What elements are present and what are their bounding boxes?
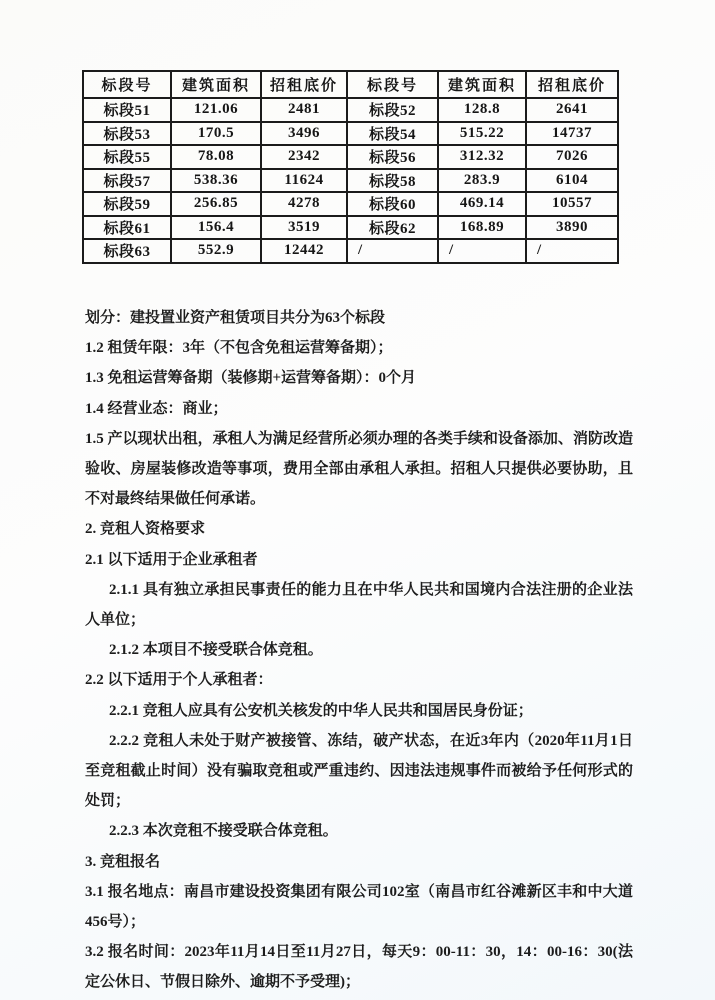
table-cell: 标段59 xyxy=(83,192,171,216)
table-header-row xyxy=(83,71,618,98)
paragraph: 1.5 产以现状出租，承租人为满足经营所必须办理的各类手续和设备添加、消防改造验收、房屋装修改造等事项，费用全部由承租人承担。招租人只提供必要协助，且不对最终结果做任何承诺。 xyxy=(85,430,633,508)
table-cell: 12442 xyxy=(261,239,347,263)
table-cell: 538.36 xyxy=(171,169,261,193)
table-cell: 标段58 xyxy=(347,169,438,193)
table-cell: 168.89 xyxy=(438,216,526,240)
table-cell: / xyxy=(526,239,618,263)
table-cell: 128.8 xyxy=(438,98,526,122)
table-cell: 552.9 xyxy=(171,239,261,263)
table-cell: 3890 xyxy=(526,216,618,240)
paragraph: 2.2.3 本次竞租不接受联合体竞租。 xyxy=(109,823,338,840)
table-cell: / xyxy=(347,239,438,263)
table-cell: 4278 xyxy=(261,192,347,216)
table-cell: 11624 xyxy=(261,169,347,193)
table-cell: 标段63 xyxy=(83,239,171,263)
column-header: 建筑面积 xyxy=(438,71,526,98)
table-row xyxy=(83,98,618,122)
table-cell: 469.14 xyxy=(438,192,526,216)
table-cell: 14737 xyxy=(526,122,618,146)
table-cell: 121.06 xyxy=(171,98,261,122)
table-row xyxy=(83,192,618,216)
table-cell: 312.32 xyxy=(438,145,526,169)
bid-sections-table xyxy=(82,70,619,264)
table-cell: 2342 xyxy=(261,145,347,169)
paragraph: 1.4 经营业态：商业； xyxy=(85,400,228,417)
table-cell: 3496 xyxy=(261,122,347,146)
table-cell: 78.08 xyxy=(171,145,261,169)
table-cell: 10557 xyxy=(526,192,618,216)
paragraph: 2.2.2 竞租人未处于财产被接管、冻结，破产状态，在近3年内（2020年11月1日至竞租截止时间）没有骗取竞租或严重违约、因违法违规事件而被给予任何形式的处罚； xyxy=(85,732,633,810)
paragraph: 3. 竞租报名 xyxy=(85,853,161,870)
table-cell: 标段62 xyxy=(347,216,438,240)
table-cell: / xyxy=(438,239,526,263)
table-cell: 7026 xyxy=(526,145,618,169)
column-header: 标段号 xyxy=(83,71,171,98)
table-body xyxy=(83,98,618,263)
table-cell: 标段57 xyxy=(83,169,171,193)
table-row xyxy=(83,216,618,240)
table-cell: 标段52 xyxy=(347,98,438,122)
paragraph: 划分：建投置业资产租赁项目共分为63个标段 xyxy=(85,310,386,326)
table-row xyxy=(83,145,618,169)
table-row xyxy=(83,122,618,146)
table-cell: 6104 xyxy=(526,169,618,193)
paragraph: 3.1 报名地点：南昌市建设投资集团有限公司102室（南昌市红谷滩新区丰和中大道456号）； xyxy=(85,883,633,931)
column-header: 建筑面积 xyxy=(171,71,261,98)
table-cell: 标段55 xyxy=(83,145,171,169)
table-row xyxy=(83,169,618,193)
paragraph: 2. 竞租人资格要求 xyxy=(85,521,206,538)
table-cell: 515.22 xyxy=(438,122,526,146)
table-cell: 标段61 xyxy=(83,216,171,240)
paragraph: 1.2 租赁年限：3年（不包含免租运营筹备期）； xyxy=(85,340,393,357)
table-row xyxy=(83,239,618,263)
paragraph: 1.3 免租运营筹备期（装修期+运营筹备期）：0个月 xyxy=(85,370,417,387)
table-cell: 标段56 xyxy=(347,145,438,169)
table-cell: 283.9 xyxy=(438,169,526,193)
column-header: 招租底价 xyxy=(526,71,618,98)
document-body xyxy=(85,303,633,998)
paragraph: 2.2 以下适用于个人承租者： xyxy=(85,672,273,689)
table-cell: 2641 xyxy=(526,98,618,122)
table-cell: 256.85 xyxy=(171,192,261,216)
paragraph: 3.2 报名时间：2023年11月14日至11月27日，每天9：00-11：30，14：00-16：30(法定公休日、节假日除外、逾期不予受理)； xyxy=(85,944,633,991)
paragraph: 2.2.1 竞租人应具有公安机关核发的中华人民共和国居民身份证； xyxy=(109,702,533,719)
table-cell: 2481 xyxy=(261,98,347,122)
paragraph: 2.1 以下适用于企业承租者 xyxy=(85,551,258,568)
table-cell: 156.4 xyxy=(171,216,261,240)
table-cell: 标段51 xyxy=(83,98,171,122)
column-header: 标段号 xyxy=(347,71,438,98)
paragraph: 2.1.1 具有独立承担民事责任的能力且在中华人民共和国境内合法注册的企业法人单位； xyxy=(85,581,633,629)
table-cell: 标段60 xyxy=(347,192,438,216)
table-cell: 标段53 xyxy=(83,122,171,146)
column-header: 招租底价 xyxy=(261,71,347,98)
table-cell: 标段54 xyxy=(347,122,438,146)
table-cell: 170.5 xyxy=(171,122,261,146)
table-cell: 3519 xyxy=(261,216,347,240)
paragraph: 2.1.2 本项目不接受联合体竞租。 xyxy=(109,642,323,659)
